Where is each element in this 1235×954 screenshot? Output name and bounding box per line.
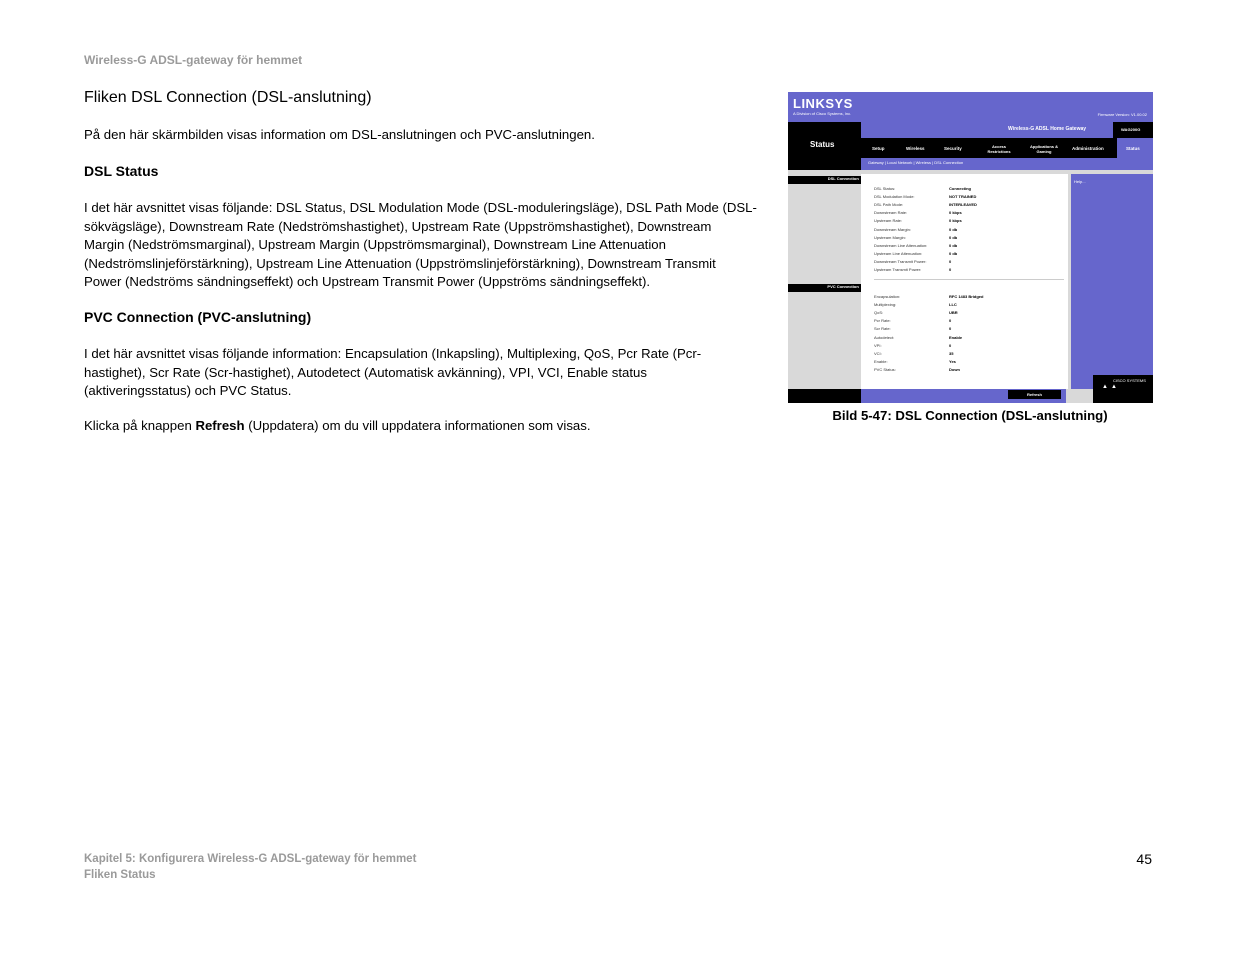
- field-label: PVC Status:: [874, 366, 896, 372]
- field-value: Yes: [949, 358, 956, 364]
- field-value: 0: [949, 326, 952, 332]
- text-line: Margin (Nedströmsmarginal), Upstream Margin (Uppströmsmarginal), Downstream Line Attenuation: [84, 237, 666, 253]
- field-label: Upstream Transmit Power:: [874, 267, 922, 272]
- page-number: 45: [1136, 851, 1152, 867]
- help-link[interactable]: Help...: [1074, 179, 1086, 184]
- page-title: Status: [810, 140, 835, 149]
- text-line: I det här avsnittet visas följande: DSL Status, DSL Modulation Mode (DSL-moduleringsläge), DSL Path Mode (DSL-: [84, 200, 757, 215]
- field-label: Upstream Line Attenuation:: [874, 250, 923, 256]
- text-line: sökvägsläge), Downstream Rate (Nedströmshastighet), Upstream Rate (Uppströmshastighet), Downstream: [84, 218, 712, 234]
- model-name: WAG200G: [1121, 127, 1141, 132]
- field-value: Enable: [949, 334, 963, 340]
- section-title: Fliken DSL Connection (DSL-anslutning): [84, 89, 372, 106]
- tab-administration[interactable]: Administration: [1072, 146, 1104, 151]
- dsl-status-paragraph: [84, 199, 764, 292]
- running-header: Wireless-G ADSL-gateway för hemmet: [84, 53, 303, 67]
- tab-security[interactable]: Security: [944, 146, 962, 151]
- text-line: (Nedströmslinjeförstärkning), Upstream Line Attenuation (Uppströmslinjeförstärkning), Downstream Transmit: [84, 255, 716, 271]
- cisco-bridge-icon: ▲▲: [1102, 384, 1120, 390]
- field-label: VPI:: [874, 342, 882, 348]
- pvc-connection-paragraph: [84, 345, 764, 401]
- tab-setup[interactable]: Setup: [872, 146, 885, 151]
- tab-applications-gaming[interactable]: Applications & Gaming: [1029, 144, 1058, 154]
- field-value: 0 db: [949, 234, 958, 240]
- field-value: 0 db: [949, 250, 958, 256]
- field-label: Downstream Transmit Power:: [874, 258, 927, 264]
- dsl-section-text: DSL Connection: [827, 176, 859, 181]
- text-line: (aktiveringsstatus) och PVC Status.: [84, 383, 292, 399]
- field-label: Scr Rate:: [874, 326, 891, 332]
- text-span: Klicka på knappen: [84, 418, 196, 433]
- field-value: 0: [949, 267, 952, 272]
- product-name: Wireless-G ADSL Home Gateway: [1008, 126, 1087, 132]
- divider: [874, 279, 1064, 280]
- field-label: Downstream Margin:: [874, 226, 911, 232]
- field-label: Autodetect:: [874, 334, 895, 340]
- field-value: 0 db: [949, 226, 958, 232]
- pvc-connection-heading: PVC Connection (PVC-anslutning): [84, 309, 312, 325]
- field-value: 0: [949, 318, 952, 324]
- dsl-section-label: [788, 176, 861, 184]
- field-label: Upstream Margin:: [874, 234, 906, 240]
- dsl-status-heading: DSL Status: [84, 163, 159, 179]
- field-label: Encapsulation:: [874, 294, 901, 299]
- field-value: NOT TRAINED: [949, 194, 977, 200]
- pvc-section-label: [788, 284, 861, 292]
- field-value: 0 db: [949, 242, 958, 248]
- page-footer: [84, 851, 416, 883]
- field-label: Enable:: [874, 358, 888, 364]
- footer-left-block: [788, 389, 861, 403]
- field-value: 0 kbps: [949, 218, 962, 224]
- field-label: Pcr Rate:: [874, 318, 891, 324]
- field-label: DSL Path Mode:: [874, 202, 904, 208]
- text-line: Power (Nedströms sändningseffekt) och Upstream Transmit Power (Uppströms sändningseffekt).: [84, 274, 651, 290]
- field-value: 35: [949, 350, 954, 356]
- field-label: QoS:: [874, 310, 884, 316]
- footer-section: Fliken Status: [84, 869, 156, 881]
- field-value: UBR: [949, 310, 958, 316]
- refresh-button[interactable]: Refresh: [1008, 390, 1061, 399]
- text-span: (Uppdatera) om du vill uppdatera informationen som visas.: [244, 418, 591, 433]
- field-value: 0: [949, 258, 952, 264]
- tab-wireless[interactable]: Wireless: [906, 146, 925, 151]
- refresh-paragraph: [84, 417, 764, 436]
- refresh-term: Refresh: [195, 418, 245, 433]
- tab-access-restrictions[interactable]: Access Restrictions: [987, 144, 1011, 154]
- pvc-section-text: PVC Connection: [827, 284, 859, 289]
- footer-chapter: Kapitel 5: Konfigurera Wireless-G ADSL-gateway för hemmet: [84, 853, 417, 865]
- left-column: [788, 174, 861, 389]
- field-value: LLC: [949, 302, 957, 308]
- field-value: 0 kbps: [949, 210, 962, 216]
- text-line: I det här avsnittet visas följande information: Encapsulation (Inkapsling), Multiplexing, QoS, Pcr Rate (Pcr-: [84, 346, 702, 361]
- field-value: Connecting: [949, 186, 971, 191]
- firmware-version: Firmware Version: V1.00.02: [1097, 112, 1147, 117]
- field-value: Down: [949, 366, 960, 372]
- field-value: INTERLEAVED: [949, 202, 977, 208]
- field-label: Multiplexing:: [874, 302, 897, 308]
- field-value: RFC 1483 Bridged: [949, 294, 984, 299]
- field-label: Downstream Line Attenuation:: [874, 242, 928, 248]
- tab-status[interactable]: Status: [1126, 146, 1140, 151]
- linksys-logo: LINKSYS: [793, 96, 853, 111]
- logo-subtitle: A Division of Cisco Systems, Inc.: [793, 111, 852, 116]
- product-bar: [861, 122, 1153, 138]
- cisco-logo: CISCO SYSTEMS: [1113, 378, 1146, 383]
- field-label: DSL Status:: [874, 186, 896, 191]
- field-label: Downstream Rate:: [874, 210, 908, 216]
- sub-nav-links[interactable]: Gateway | Local Network | Wireless | DSL Connection: [868, 160, 964, 165]
- figure-caption: Bild 5-47: DSL Connection (DSL-anslutning): [832, 408, 1108, 423]
- field-label: Upstream Rate:: [874, 218, 903, 224]
- field-label: DSL Modulation Mode:: [874, 194, 915, 200]
- field-label: VCI:: [874, 350, 882, 356]
- field-value: 0: [949, 342, 952, 348]
- help-column: [1071, 174, 1153, 389]
- intro-paragraph: På den här skärmbilden visas information om DSL-anslutningen och PVC-anslutningen.: [84, 127, 595, 142]
- dsl-connection-screenshot: [788, 92, 1153, 403]
- text-line: hastighet), Scr Rate (Scr-hastighet), Autodetect (Automatisk avkänning), VPI, VCI, Enable status: [84, 364, 647, 380]
